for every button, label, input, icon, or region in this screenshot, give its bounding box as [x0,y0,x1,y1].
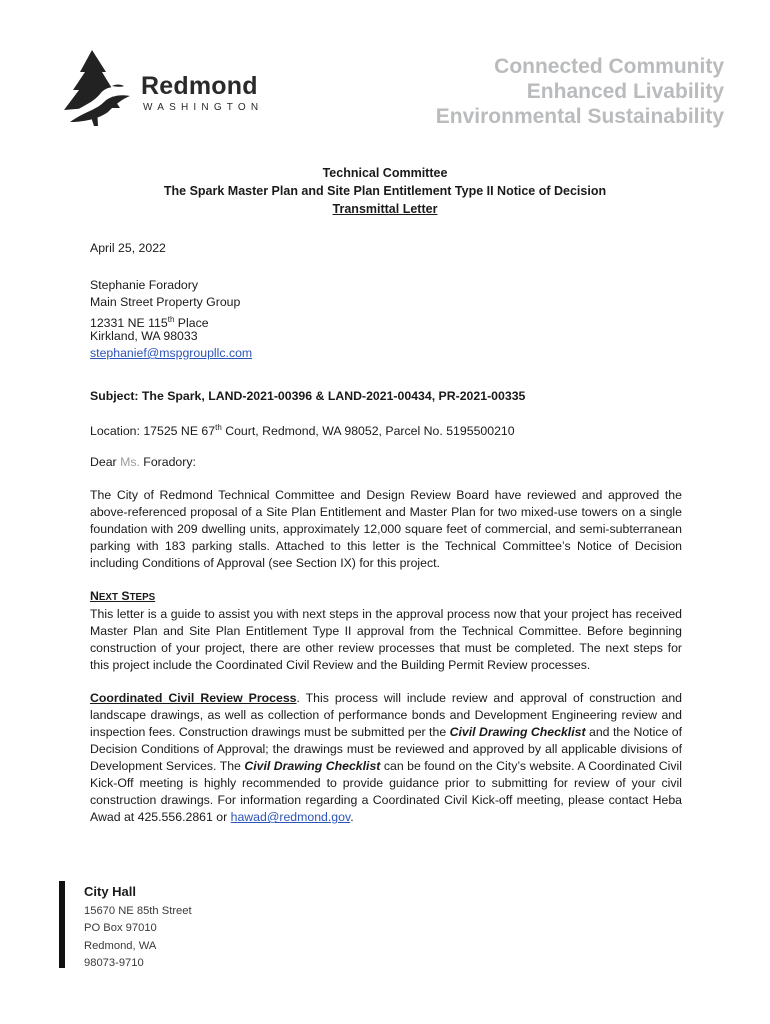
tagline [436,54,724,129]
recipient-email-link[interactable]: stephanief@mspgroupllc.com [90,346,253,360]
next-steps-paragraph: This letter is a guide to assist you with next steps in the approval process now that your project has received Master Plan and Site Plan Entitlement Type II approval from the Technical Committee. Before beginning construction of your project, there are other review processes that must be completed. The next steps for this project include the Coordinated Civil Review and the Building Permit Review processes. [90,607,682,673]
logo-name: Redmond [141,72,258,100]
recipient-street: 12331 NE 115th Place [90,315,209,331]
tagline-line: Environmental Sustainability [435,105,724,128]
footer-address [84,883,192,973]
salutation: Dear Ms. Foradory: [90,455,196,470]
tagline-line: Enhanced Livability [526,80,724,103]
letter-date: April 25, 2022 [90,241,166,255]
footer-title: City Hall [84,884,137,899]
recipient-company: Main Street Property Group [90,295,241,309]
heading-title: The Spark Master Plan and Site Plan Entitlement Type II Notice of Decision [163,184,607,198]
subject-line: Subject: The Spark, LAND-2021-00396 & LAND-2021-00434, PR-2021-00335 [90,389,526,403]
tree-river-logo-icon [58,48,138,128]
footer-line: PO Box 97010 [84,922,157,934]
recipient-city: Kirkland, WA 98033 [90,329,198,343]
next-steps-section [90,588,682,674]
next-steps-heading: NEXT STEPS [90,589,156,604]
intro-paragraph: The City of Redmond Technical Committee and Design Review Board have reviewed and approved the above-referenced proposal of a Site Plan Entitlement and Master Plan for two mixed-use towers on a single foundation with 209 dwelling units, approximately 12,000 square feet of commercial, and semi-subterranean parking with 183 parking stalls. Attached to this letter is the Technical Committee’s Notice of Decision including Conditions of Approval (see Section IX) for this project. [90,488,682,571]
civil-review-heading: Coordinated Civil Review Process [90,691,297,706]
footer-line: Redmond, WA [84,939,157,952]
logo-subtitle: WASHINGTON [143,102,264,113]
civil-review-paragraph: Coordinated Civil Review Process. This process will include review and approval of construction and landscape drawings, as well as collection of performance bonds and Development Engineering review and inspection fees. Construction drawings must be submitted per the Civil Drawing Checklist and the Notice of Decision Conditions of Approval; the drawings must be reviewed and approved by all applicable divisions of Development Services. The Civil Drawing Checklist can be found on the City’s website. A Coordinated Civil Kick-Off meeting is highly recommended to provide guidance prior to submitting for review of your civil construction drawings. For information regarding a Coordinated Civil Kick-off meeting, please contact Heba Awad at 425.556.2861 or hawad@redmond.gov. [90,691,682,825]
tagline-line: Connected Community [494,55,724,78]
recipient-name: Stephanie Foradory [90,278,199,292]
recipient-address [90,277,682,362]
footer-line: 98073-9710 [84,957,144,969]
location-line: Location: 17525 NE 67th Court, Redmond, WA 98052, Parcel No. 5195500210 [90,423,515,439]
document-heading [0,164,770,218]
letter-body [90,240,682,826]
heading-committee: Technical Committee [322,166,448,180]
heading-transmittal: Transmittal Letter [332,202,438,216]
footer-divider-bar [59,881,65,968]
redmond-logo [58,48,278,132]
footer-line: 15670 NE 85th Street [84,904,192,917]
contact-email-link[interactable]: hawad@redmond.gov [230,810,351,825]
